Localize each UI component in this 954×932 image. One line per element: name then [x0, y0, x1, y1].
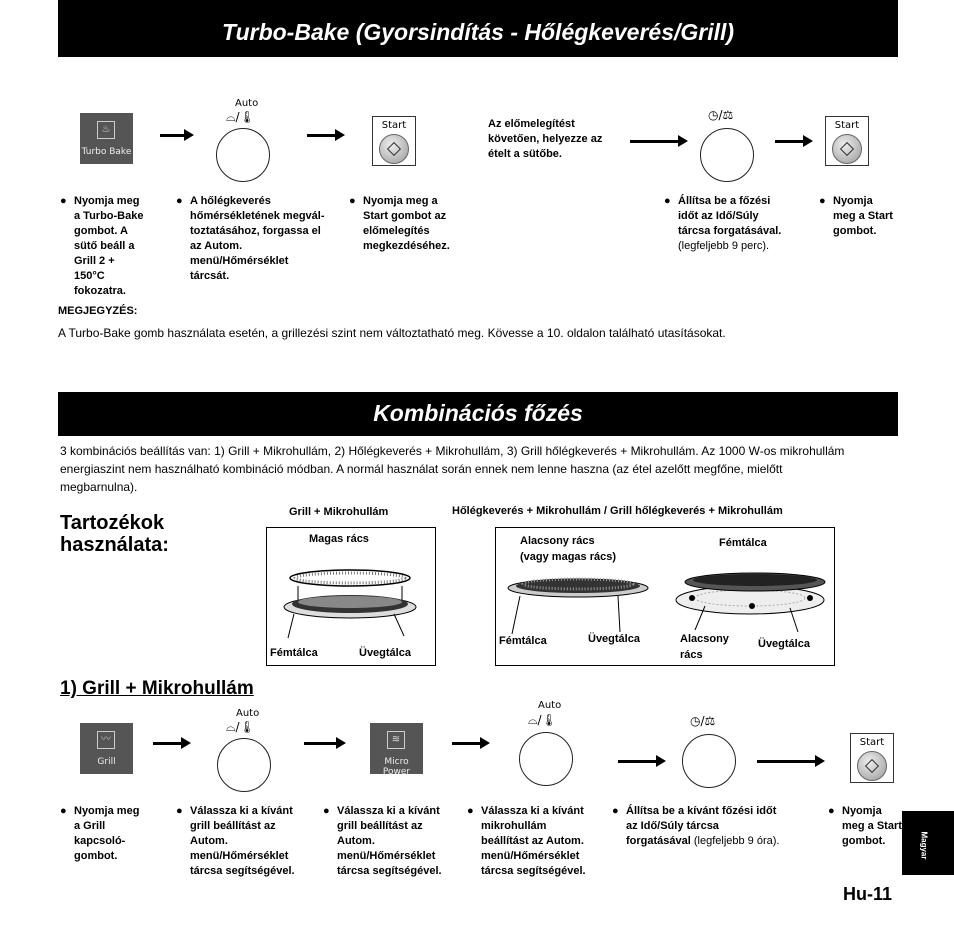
- box2-title: Hőlégkeverés + Mikrohullám / Grill hőlégkeverés + Mikrohullám: [452, 505, 783, 517]
- arrow-7: [452, 742, 482, 745]
- grill-label: Grill: [97, 757, 116, 767]
- grill-step-2: ● Válassza ki a kívánt grill beállítást az Autom. menü/Hőmérséklet tárcsa segítségével.: [176, 805, 295, 877]
- combo-title: Kombinációs főzés: [58, 392, 898, 436]
- time-weight-icon: ◷/⚖: [690, 714, 716, 728]
- micro-power-button[interactable]: [370, 723, 423, 777]
- micro-power-label: Micro Power: [382, 757, 411, 777]
- arrow-9: [757, 760, 817, 763]
- arrow-6: [304, 742, 338, 745]
- box2-top-right-label: Fémtálca: [719, 537, 767, 549]
- arrow-2: [307, 134, 337, 137]
- auto-temp-icon: ⌓/🌡: [226, 110, 255, 124]
- auto-menu-dial-2[interactable]: [217, 738, 271, 792]
- box1-top-label: Magas rács: [309, 533, 369, 545]
- start-label: Start: [859, 737, 885, 748]
- box2-bottom-label-2: Üvegtálca: [588, 633, 640, 645]
- arrow-8: [618, 760, 658, 763]
- auto-menu-dial-3[interactable]: [519, 732, 573, 786]
- auto-label: Auto: [236, 708, 260, 719]
- auto-temp-icon: ⌓/🌡: [528, 713, 557, 727]
- turbo-step-5: ● Nyomja meg a Start gombot.: [819, 195, 893, 237]
- turbo-bake-label: Turbo Bake: [81, 147, 132, 157]
- start-icon: [832, 134, 862, 164]
- page-number: Hu-11: [843, 884, 893, 904]
- box1-title: Grill + Mikrohullám: [289, 506, 389, 518]
- arrow-3: [630, 140, 680, 143]
- auto-label: Auto: [235, 98, 259, 109]
- grill-button[interactable]: [80, 723, 133, 774]
- grill-icon: 〰: [97, 731, 115, 749]
- note-heading: MEGJEGYZÉS:: [58, 305, 138, 317]
- box2-illustration: [500, 566, 830, 646]
- box2-bottom-label-3: Alacsony rács: [680, 633, 729, 661]
- time-weight-icon: ◷/⚖: [708, 108, 734, 122]
- box2-top-left-label: Alacsony rács (vagy magas rács): [520, 535, 616, 563]
- start-button-3[interactable]: [850, 733, 894, 783]
- turbo-bake-button[interactable]: [80, 113, 133, 164]
- box2-bottom-label-4: Üvegtálca: [758, 638, 810, 650]
- turbo-step-1: ● Nyomja meg a Turbo-Bake gombot. A sütő beáll a Grill 2 + 150°C fokozatra.: [60, 195, 144, 297]
- start-label: Start: [381, 120, 407, 131]
- box1-illustration: [276, 556, 426, 641]
- time-weight-dial[interactable]: [700, 128, 754, 182]
- grill-step-6: ● Nyomja meg a Start gombot.: [828, 805, 902, 847]
- start-button-1[interactable]: [372, 116, 416, 166]
- micro-power-icon: ≋: [387, 731, 405, 749]
- auto-temp-icon: ⌓/🌡: [226, 720, 255, 734]
- time-weight-dial-2[interactable]: [682, 734, 736, 788]
- start-icon: [379, 134, 409, 164]
- language-label: Magyar: [919, 831, 929, 860]
- language-tab: [902, 811, 954, 875]
- arrow-4: [775, 140, 805, 143]
- start-icon: [857, 751, 887, 781]
- start-label: Start: [834, 120, 860, 131]
- arrow-1: [160, 134, 186, 137]
- preheat-note: Az előmelegítést követően, helyezze az ételt a sütőbe.: [488, 118, 603, 160]
- turbo-title: Turbo-Bake (Gyorsindítás - Hőlégkeverés/Grill): [58, 0, 898, 57]
- accessories-heading: Tartozékok használata:: [60, 512, 169, 556]
- grill-heading: 1) Grill + Mikrohullám: [60, 678, 254, 699]
- turbo-step-2: ● A hőlégkeverés hőmérsékletének megvál- toztatásához, forgassa el az Autom. menü/Hőmérséklet tárcsát.: [176, 195, 325, 282]
- arrow-5: [153, 742, 183, 745]
- grill-step-1: ● Nyomja meg a Grill kapcsoló- gombot.: [60, 805, 140, 862]
- grill-step-5: ● Állítsa be a kívánt főzési időt az Idő/Súly tárcsa forgatásával (legfeljebb 9 óra).: [612, 805, 780, 847]
- box2-bottom-label-1: Fémtálca: [499, 635, 547, 647]
- box1-left-label: Fémtálca: [270, 647, 318, 659]
- grill-step-3: ● Válassza ki a kívánt grill beállítást az Autom. menü/Hőmérséklet tárcsa segítségével.: [323, 805, 442, 877]
- grill-step-4: ● Válassza ki a kívánt mikrohullám beállítást az Autom. menü/Hőmérséklet tárcsa segítségével.: [467, 805, 586, 877]
- start-button-2[interactable]: [825, 116, 869, 166]
- box1-right-label: Üvegtálca: [359, 647, 411, 659]
- auto-label: Auto: [538, 700, 562, 711]
- turbo-bake-icon: ♨: [97, 121, 115, 139]
- note-text: A Turbo-Bake gomb használata esetén, a grillezési szint nem változtatható meg. Kövesse a 10. oldalon található utasításokat.: [58, 326, 726, 340]
- turbo-step-4: ● Állítsa be a főzési időt az Idő/Súly tárcsa forgatásával. (legfeljebb 9 perc).: [664, 195, 782, 252]
- auto-menu-dial[interactable]: [216, 128, 270, 182]
- combo-intro: 3 kombinációs beállítás van: 1) Grill + Mikrohullám, 2) Hőlégkeverés + Mikrohullám, 3) Grill hőlégkeverés + Mikrohullám. Az 1000 W-os mikrohullám energiaszint nem használható kombináció módban. A normál használat során ennek nem lenne haszna (az étel azelőtt megfőne, mielőtt megbarnulna).: [60, 444, 845, 494]
- turbo-step-3: ● Nyomja meg a Start gombot az előmelegítés megkezdéséhez.: [349, 195, 450, 252]
